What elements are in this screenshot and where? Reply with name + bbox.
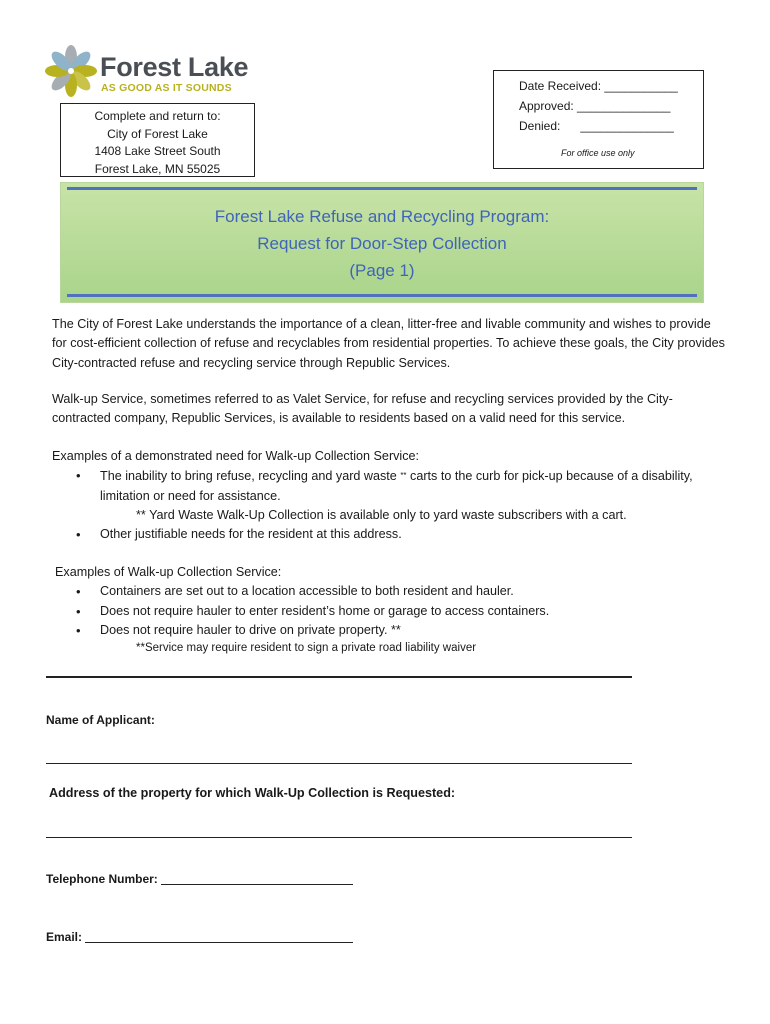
return-address-box	[60, 103, 255, 177]
denied-field: Denied: ______________	[519, 119, 674, 133]
banner-bottom-rule	[67, 294, 697, 297]
need-heading: Examples of a demonstrated need for Walk-up Collection Service:	[52, 449, 420, 463]
list-item: • Does not require hauler to drive on private property. **	[52, 621, 731, 640]
logo-tagline: AS GOOD AS IT SOUNDS	[101, 82, 232, 94]
return-line: Complete and return to:	[94, 109, 221, 123]
examples-list	[52, 582, 731, 640]
phone-field	[46, 872, 353, 886]
examples-heading: Examples of Walk-up Collection Service:	[55, 565, 282, 579]
email-field	[46, 930, 353, 944]
phone-label: Telephone Number:	[46, 872, 158, 886]
banner-title-line2: Request for Door-Step Collection	[257, 234, 507, 253]
address-label: Address of the property for which Walk-Up Collection is Requested:	[49, 786, 456, 800]
intro-paragraph: The City of Forest Lake understands the importance of a clean, litter-free and livable community and wishes to provide for cost-efficient collection of refuse and recyclables from residential properties. To achieve these goals, the City provides City-contracted refuse and recycling service through Republic Services.	[52, 317, 725, 370]
yard-waste-note: ** Yard Waste Walk-Up Collection is available only to yard waste subscribers with a cart.	[136, 507, 627, 522]
banner-top-rule	[67, 187, 697, 190]
need-list-2	[52, 525, 728, 544]
banner-title	[61, 203, 703, 284]
list-item: • The inability to bring refuse, recycling and yard waste ** carts to the curb for pick-up because of a disability, limitation or need for assistance.	[52, 466, 728, 506]
return-line: City of Forest Lake	[107, 126, 208, 141]
list-item: • Other justifiable needs for the resident at this address.	[52, 525, 728, 544]
office-use-note: For office use only	[561, 148, 635, 158]
date-received-field: Date Received: ___________	[519, 79, 678, 93]
address-input-line[interactable]	[46, 837, 632, 838]
section-divider	[46, 676, 632, 678]
title-banner	[60, 182, 704, 303]
need-section	[52, 447, 728, 544]
name-input-line[interactable]	[46, 763, 632, 764]
return-line: Forest Lake, MN 55025	[94, 161, 221, 176]
return-line: 1408 Lake Street South	[94, 144, 221, 158]
email-input-line[interactable]	[85, 930, 353, 943]
private-road-note: **Service may require resident to sign a private road liability waiver	[136, 642, 477, 655]
walkup-paragraph: Walk-up Service, sometimes referred to as Valet Service, for refuse and recycling services provided by the City-contracted company, Republic Services, is available to residents based on a valid need for this service.	[52, 392, 673, 426]
logo-name: Forest Lake	[100, 52, 249, 82]
approved-field: Approved: ______________	[519, 99, 671, 113]
name-label: Name of Applicant:	[46, 713, 155, 727]
email-label: Email:	[46, 930, 83, 944]
banner-title-line3: (Page 1)	[349, 261, 415, 280]
flower-logo-icon	[44, 44, 98, 98]
banner-title-line1: Forest Lake Refuse and Recycling Program:	[214, 207, 550, 226]
office-use-box	[493, 70, 704, 169]
list-item: • Does not require hauler to enter resident’s home or garage to access containers.	[52, 602, 731, 621]
need-list	[52, 466, 728, 506]
examples-section	[55, 563, 731, 656]
phone-input-line[interactable]	[161, 872, 353, 885]
list-item: • Containers are set out to a location accessible to both resident and hauler.	[52, 582, 731, 601]
